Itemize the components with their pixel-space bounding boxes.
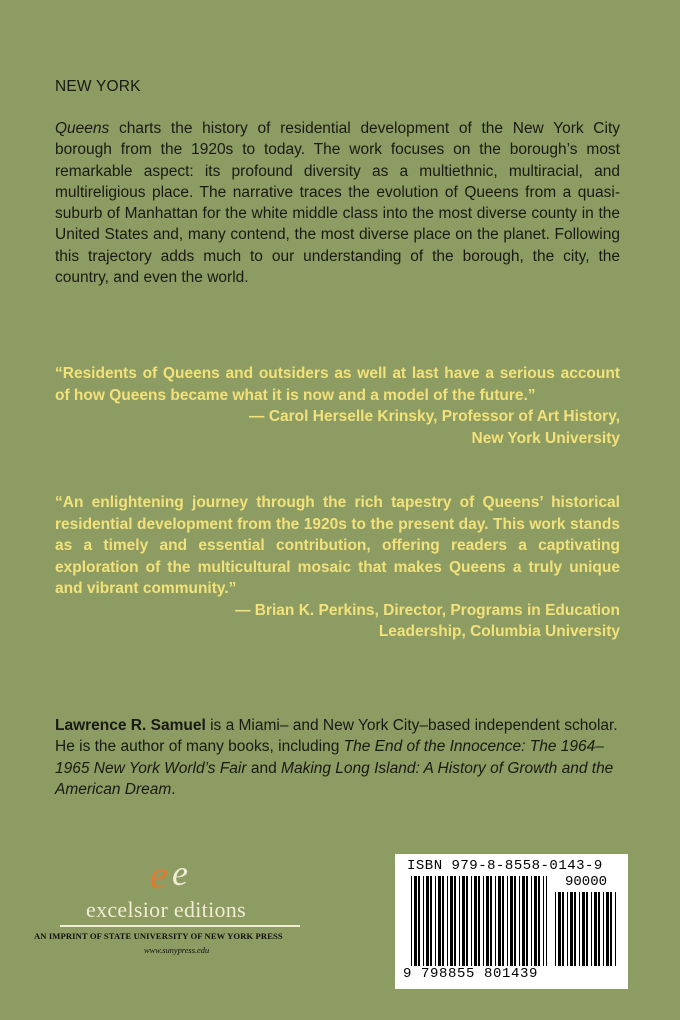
- barcode-bar: [426, 876, 429, 966]
- logo-divider: [60, 925, 300, 927]
- barcode-bar: [447, 876, 448, 966]
- barcode-bar: [466, 876, 468, 966]
- barcode-bar: [478, 876, 480, 966]
- bio-text: .: [171, 780, 176, 798]
- barcode-bar: [442, 876, 444, 966]
- barcode-bar: [606, 892, 609, 966]
- barcode-bar: [423, 876, 424, 966]
- barcode-bar: [582, 892, 585, 966]
- isbn-barcode: [395, 854, 628, 989]
- barcode-bar: [615, 892, 616, 966]
- publisher-imprint: AN IMPRINT OF STATE UNIVERSITY OF NEW YORK PRESS: [34, 931, 283, 941]
- barcode-bar: [555, 892, 556, 966]
- barcode-bar: [531, 876, 532, 966]
- barcode-bar: [454, 876, 456, 966]
- endorsement-2: [55, 492, 620, 643]
- barcode-bar: [495, 876, 496, 966]
- category-label: NEW YORK: [55, 78, 141, 95]
- barcode-bar: [471, 876, 472, 966]
- endorsement-attribution: — Carol Herselle Krinsky, Professor of Art History,: [249, 408, 620, 425]
- endorsement-attribution-affiliation: New York University: [471, 429, 620, 447]
- barcode-bar: [598, 892, 600, 966]
- barcode-bar: [570, 892, 573, 966]
- barcode-bar: [522, 876, 525, 966]
- ee-monogram-icon: [148, 855, 208, 895]
- barcode-bar: [534, 876, 537, 966]
- barcode-bar: [435, 876, 436, 966]
- ean-digits: 9 798855 801439: [403, 966, 539, 982]
- barcode-bar: [591, 892, 592, 966]
- barcode-bar: [579, 892, 580, 966]
- barcode-bar: [438, 876, 441, 966]
- svg-text:e: e: [172, 855, 188, 893]
- barcode-bar: [546, 876, 547, 966]
- barcode-bar: [418, 876, 420, 966]
- barcode-bar: [543, 876, 544, 966]
- barcode-bar: [450, 876, 453, 966]
- barcode-bar: [526, 876, 528, 966]
- barcode-bar: [490, 876, 492, 966]
- barcode-bar: [411, 876, 412, 966]
- barcode-bar: [430, 876, 432, 966]
- barcode-bar: [567, 892, 568, 966]
- barcode-bar: [538, 876, 540, 966]
- barcode-bar: [459, 876, 460, 966]
- bio-text: and: [246, 759, 282, 777]
- book-title-2: Making Long Island: A History of Growth and the American Dream: [55, 759, 614, 798]
- barcode-bar: [414, 876, 417, 966]
- barcode-bar: [562, 892, 564, 966]
- isbn-label: ISBN 979-8-8558-0143-9: [407, 858, 603, 874]
- barcode-bar: [603, 892, 604, 966]
- barcode-bar: [586, 892, 588, 966]
- endorsement-text: “Residents of Queens and outsiders as well at last have a serious account of how Queens became what it is now and a model of the future.”: [55, 365, 620, 404]
- bio-text: is a Miami– and New York City–based independent scholar. He is the author of many books, including: [55, 717, 618, 756]
- barcode-bar: [558, 892, 561, 966]
- author-name: Lawrence R. Samuel: [55, 717, 206, 734]
- barcode-bar: [502, 876, 504, 966]
- barcode-bar: [498, 876, 501, 966]
- endorsement-attribution-affiliation: Leadership, Columbia University: [378, 623, 620, 640]
- barcode-bar: [519, 876, 520, 966]
- barcode-bar: [507, 876, 508, 966]
- endorsement-1: [55, 363, 620, 449]
- author-bio: [55, 715, 620, 800]
- endorsement-text: “An enlightening journey through the rich tapestry of Queens’ historical residential development from the 1920s to the present day. This work stands as a timely and essential contribution, offering readers a captivating exploration of the multicultural mosaic that makes Queens a truly unique and vibrant community.”: [55, 494, 620, 597]
- svg-text:e: e: [150, 855, 168, 895]
- barcode-bar: [514, 876, 516, 966]
- barcode-bar: [594, 892, 597, 966]
- barcode-bar: [610, 892, 612, 966]
- publisher-logo: [20, 855, 310, 965]
- barcode-bar: [574, 892, 576, 966]
- barcode-bar: [486, 876, 489, 966]
- publisher-url: www.sunypress.edu: [144, 946, 210, 955]
- barcode-bar: [483, 876, 484, 966]
- description-text: charts the history of residential development of the New York City borough from the 1920s to today. The work focuses on the borough’s most remarkable aspect: its profound diversity as a multiethnic, multiracial, and multireligious place. The narrative traces the evolution of Queens from a quasi-suburb of Manhattan for the white middle class into the most diverse county in the United States and, many contend, the most diverse place on the planet. Following this trajectory adds much to our understanding of the borough, the city, the country, and even the world.: [55, 120, 620, 287]
- book-description: [55, 118, 620, 288]
- price-addon-number: 90000: [565, 874, 608, 890]
- book-title: Queens: [55, 120, 110, 137]
- barcode-bar: [474, 876, 477, 966]
- barcode-bar: [462, 876, 465, 966]
- barcode-bar: [510, 876, 513, 966]
- publisher-name: excelsior editions: [86, 897, 246, 922]
- endorsement-attribution: — Brian K. Perkins, Director, Programs in Education: [234, 601, 620, 619]
- book-title-1: The End of the Innocence: The 1964–1965 New York World’s Fair: [55, 738, 604, 777]
